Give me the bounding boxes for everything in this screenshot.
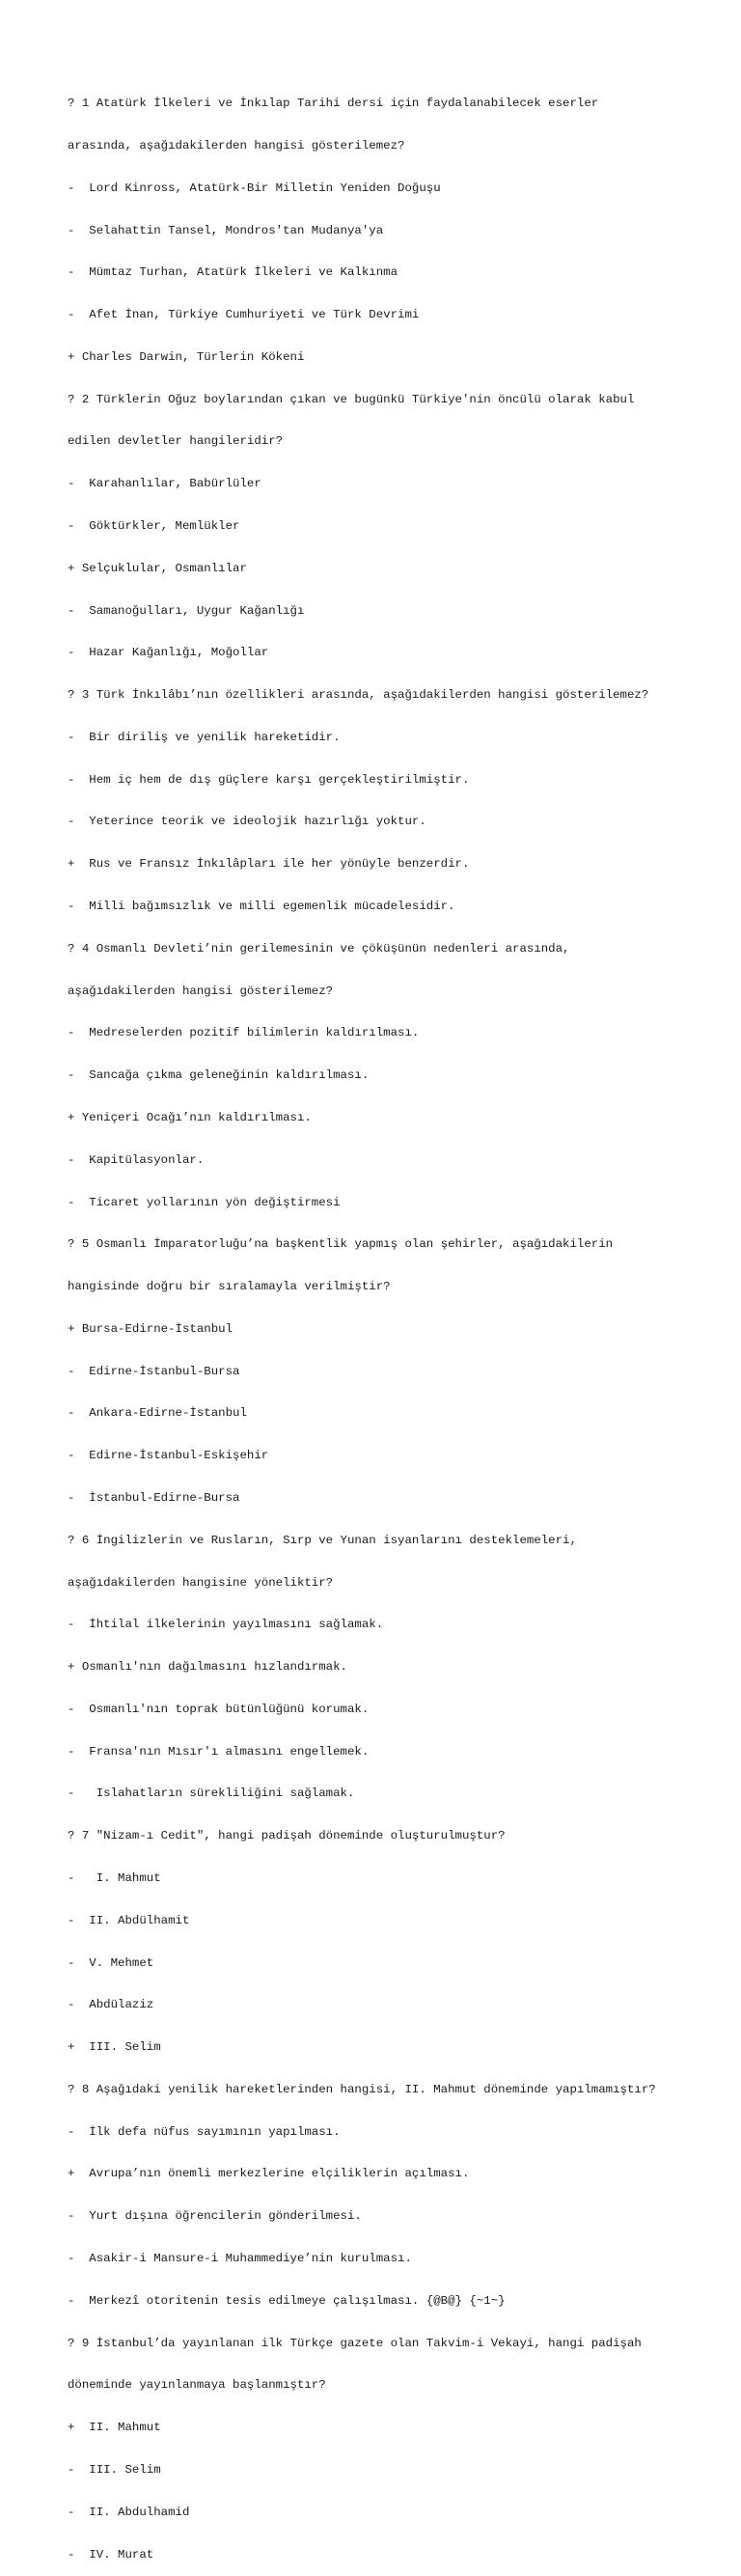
option-line: - Edirne-İstanbul-Bursa [68, 1364, 240, 1378]
option-line: - II. Abdülhamit [68, 1913, 190, 1927]
question-8-line-1: ? 8 Aşağıdaki yenilik hareketlerinden hangisi, II. Mahmut döneminde yapılmamıştır? [68, 2082, 656, 2096]
option-line: - İlk defa nüfus sayımının yapılması. [68, 2124, 341, 2139]
question-1-line-2: arasında, aşağıdakilerden hangisi gösterilemez? [68, 138, 405, 152]
option-line: - Osmanlı'nın toprak bütünlüğünü korumak. [68, 1702, 370, 1716]
correct-option-line: + Avrupa’nın önemli merkezlerine elçiliklerin açılması. [68, 2167, 470, 2181]
question-6-line-1: ? 6 İngilizlerin ve Rusların, Sırp ve Yunan isyanlarını desteklemeleri, [68, 1533, 577, 1547]
correct-option-line: + Charles Darwin, Türlerin Kökeni [68, 349, 305, 364]
option-line: - Yeterince teorik ve ideolojik hazırlığı yoktur. [68, 815, 426, 829]
correct-option-line: + III. Selim [68, 2040, 161, 2055]
option-line: - Fransa'nın Mısır'ı almasını engellemek. [68, 1744, 370, 1759]
option-line: - Ticaret yollarının yön değiştirmesi [68, 1195, 341, 1209]
option-line: - Selahattin Tansel, Mondros'tan Mudanya'ya [68, 223, 384, 237]
option-line: - Lord Kinross, Atatürk-Bir Milletin Yeniden Doğuşu [68, 180, 441, 195]
option-line: - Bir diriliş ve yenilik hareketidir. [68, 730, 341, 744]
option-line: - Sancağa çıkma geleneğinin kaldırılması. [68, 1068, 370, 1083]
option-line: - Afet İnan, Türkiye Cumhuriyeti ve Türk Devrimi [68, 308, 420, 322]
option-line: - Ankara-Edirne-İstanbul [68, 1406, 247, 1421]
quiz-document [68, 69, 733, 2576]
option-line: - Kapitülasyonlar. [68, 1152, 205, 1167]
question-9-line-2: döneminde yayınlanmaya başlanmıştır? [68, 2378, 326, 2393]
option-line: - İstanbul-Edirne-Bursa [68, 1490, 240, 1505]
option-line: - İhtilal ilkelerinin yayılmasını sağlamak. [68, 1618, 384, 1632]
question-6-line-2: aşağıdakilerden hangisine yöneliktir? [68, 1575, 334, 1590]
option-line: - Samanoğulları, Uygur Kağanlığı [68, 603, 305, 618]
option-line: - Mümtaz Turhan, Atatürk İlkeleri ve Kalkınma [68, 265, 398, 280]
question-4-line-1: ? 4 Osmanlı Devleti’nin gerilemesinin ve çöküşünün nedenleri arasında, [68, 941, 570, 956]
correct-option-line: + II. Mahmut [68, 2421, 161, 2435]
option-line: - Medreselerden pozitif bilimlerin kaldırılması. [68, 1026, 420, 1040]
question-7-line-1: ? 7 "Nizam-ı Cedit", hangi padişah döneminde oluşturulmuştur? [68, 1829, 506, 1843]
option-line: - Abdülaziz [68, 1998, 154, 2012]
question-9-line-1: ? 9 İstanbul’da yayınlanan ilk Türkçe gazete olan Takvim-i Vekayi, hangi padişah [68, 2336, 642, 2350]
correct-option-line: + Osmanlı'nın dağılmasını hızlandırmak. [68, 1660, 347, 1675]
question-2-line-2: edilen devletler hangileridir? [68, 434, 284, 449]
correct-option-line: + Bursa-Edirne-İstanbul [68, 1321, 233, 1336]
option-line: - III. Selim [68, 2462, 161, 2477]
option-line: - Islahatların sürekliliğini sağlamak. [68, 1787, 355, 1801]
correct-option-line: + Yeniçeri Ocağı’nın kaldırılması. [68, 1110, 312, 1124]
option-line: - Yurt dışına öğrencilerin gönderilmesi. [68, 2209, 362, 2224]
question-3-line-1: ? 3 Türk İnkılâbı’nın özellikleri arasında, aşağıdakilerden hangisi gösterilemez? [68, 688, 649, 703]
question-1-line-1: ? 1 Atatürk İlkeleri ve İnkılap Tarihi dersi için faydalanabilecek eserler [68, 97, 599, 111]
option-line: - Hem iç hem de dış güçlere karşı gerçekleştirilmiştir. [68, 772, 470, 787]
option-line: - Karahanlılar, Babürlüler [68, 477, 261, 491]
question-5-line-2: hangisinde doğru bir sıralamayla verilmiştir? [68, 1280, 391, 1294]
option-line: - IV. Murat [68, 2547, 154, 2562]
correct-option-line: + Rus ve Fransız İnkılâpları ile her yönüyle benzerdir. [68, 857, 470, 872]
question-5-line-1: ? 5 Osmanlı İmparatorluğu’na başkentlik yapmış olan şehirler, aşağıdakilerin [68, 1237, 614, 1252]
option-line: - Merkezî otoritenin tesis edilmeye çalışılması. {@B@} {~1~} [68, 2293, 506, 2308]
question-4-line-2: aşağıdakilerden hangisi gösterilemez? [68, 983, 334, 998]
question-2-line-1: ? 2 Türklerin Oğuz boylarından çıkan ve bugünkü Türkiye'nin öncülü olarak kabul [68, 392, 635, 406]
correct-option-line: + Selçuklular, Osmanlılar [68, 561, 247, 575]
option-line: - Asakir-i Mansure-i Muhammediye’nin kurulması. [68, 2252, 412, 2266]
option-line: - Milli bağımsızlık ve milli egemenlik mücadelesidir. [68, 900, 455, 914]
option-line: - Edirne-İstanbul-Eskişehir [68, 1449, 269, 1463]
option-line: - I. Mahmut [68, 1871, 161, 1885]
option-line: - II. Abdulhamid [68, 2505, 190, 2519]
option-line: - Hazar Kağanlığı, Moğollar [68, 646, 269, 660]
option-line: - Göktürkler, Memlükler [68, 519, 240, 533]
option-line: - V. Mehmet [68, 1955, 154, 1970]
